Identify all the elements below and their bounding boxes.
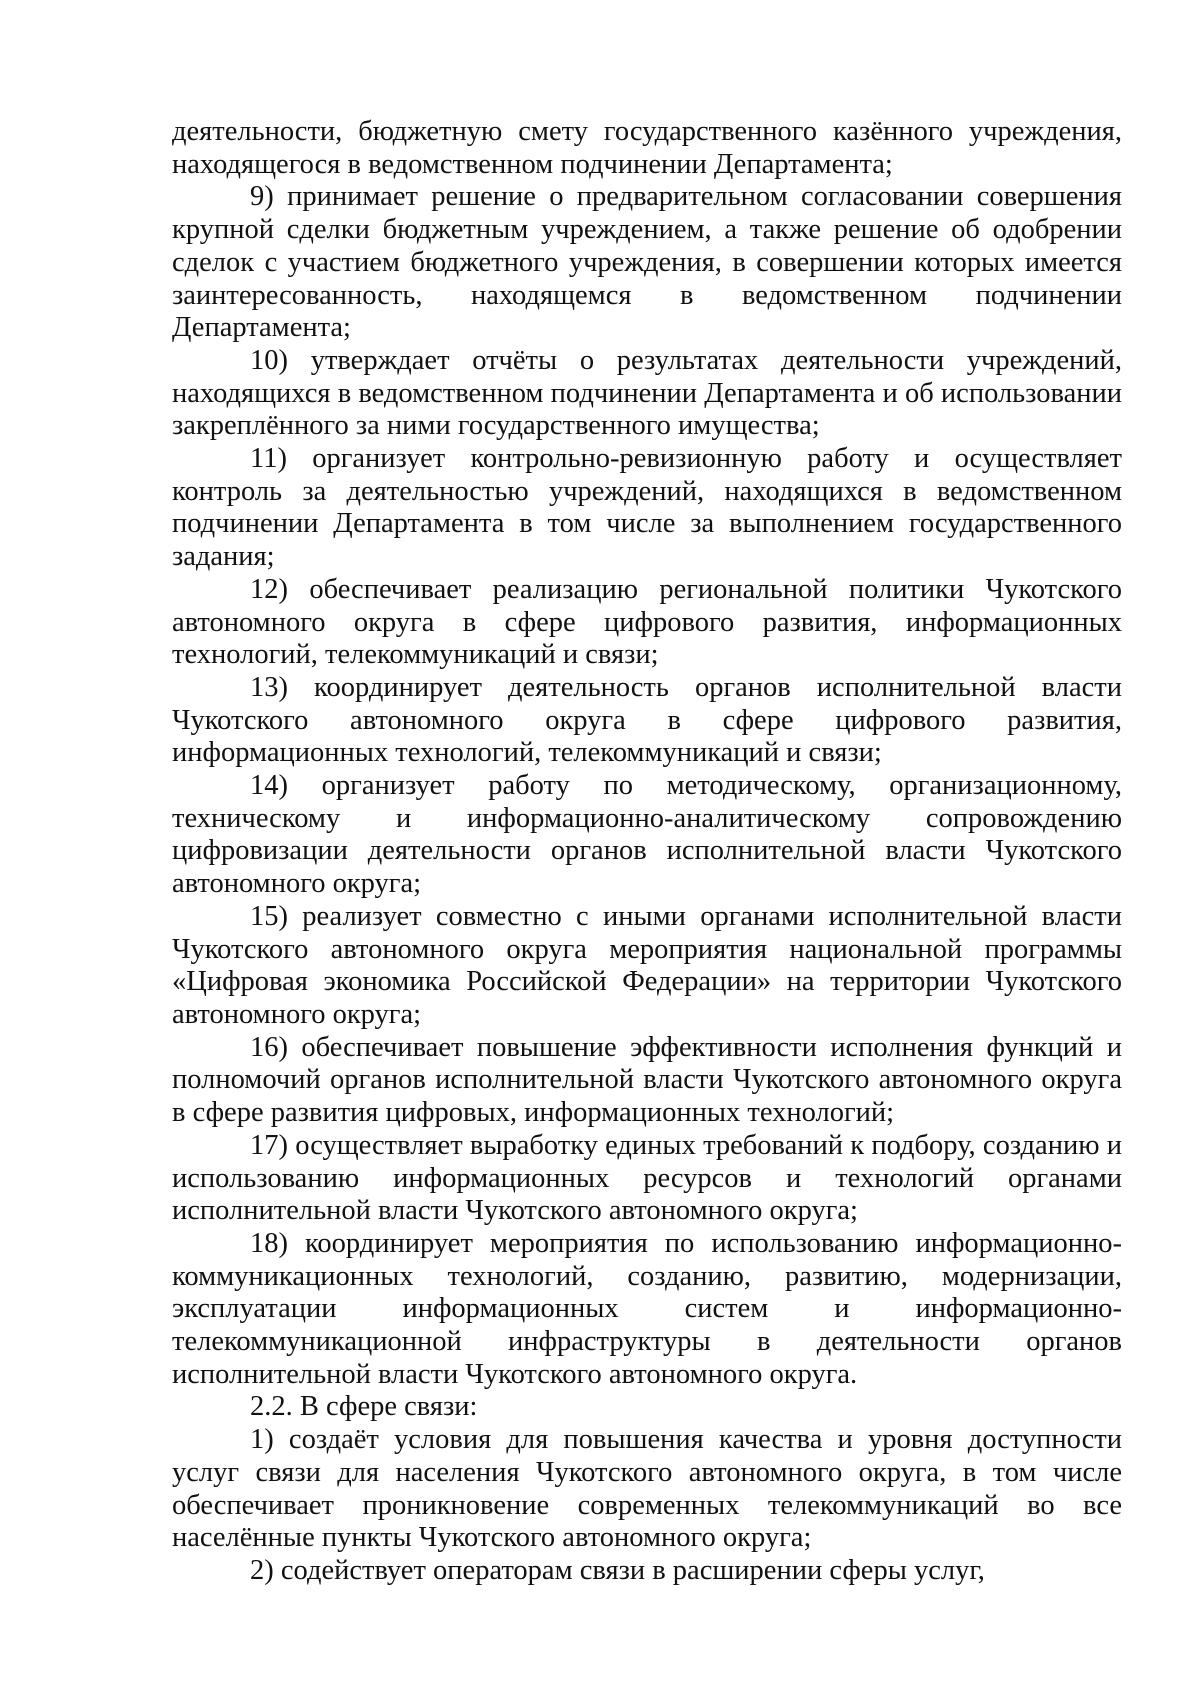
paragraph-item-15: 15) реализует совместно с иными органами исполнительной власти Чукотского автономного округа мероприятия национальной программы «Цифровая экономика Российской Федерации» на территории Чукотского автономного округа;	[172, 900, 1122, 1030]
paragraph-item-13: 13) координирует деятельность органов исполнительной власти Чукотского автономного округа в сфере цифрового развития, информационных технологий, телекоммуникаций и связи;	[172, 671, 1122, 769]
paragraph-item-18: 18) координирует мероприятия по использованию информационно-коммуникационных технологий, созданию, развитию, модернизации, эксплуатации информационных систем и информационно-телекоммуникационной инфраструктуры в деятельности органов исполнительной власти Чукотского автономного округа.	[172, 1227, 1122, 1390]
paragraph-section-2-2-item-2: 2) содействует операторам связи в расширении сферы услуг,	[250, 1554, 985, 1586]
paragraph-item-16: 16) обеспечивает повышение эффективности исполнения функций и полномочий органов исполнительной власти Чукотского автономного округа в сфере развития цифровых, информационных технологий;	[172, 1031, 1122, 1129]
paragraph-item-9: 9) принимает решение о предварительном согласовании совершения крупной сделки бюджетным учреждением, а также решение об одобрении сделок с участием бюджетного учреждения, в совершении которых имеется заинтересованность, находящемся в ведомственном подчинении Департамента;	[172, 181, 1122, 344]
paragraph-item-10: 10) утверждает отчёты о результатах деятельности учреждений, находящихся в ведомственном подчинении Департамента и об использовании закреплённого за ними государственного имущества;	[172, 344, 1122, 442]
paragraph-continuation: деятельности, бюджетную смету государственного казённого учреждения, находящегося в ведомственном подчинении Департамента;	[172, 116, 1122, 180]
paragraph-item-12: 12) обеспечивает реализацию региональной политики Чукотского автономного округа в сфере цифрового развития, информационных технологий, телекоммуникаций и связи;	[172, 573, 1122, 671]
document-page	[172, 116, 1122, 1588]
paragraph-section-2-2-item-1: 1) создаёт условия для повышения качества и уровня доступности услуг связи для населения Чукотского автономного округа, в том числе обеспечивает проникновение современных телекоммуникаций во все населённые пункты Чукотского автономного округа;	[172, 1424, 1122, 1554]
paragraph-item-14: 14) организует работу по методическому, организационному, техническому и информационно-аналитическому сопровождению цифровизации деятельности органов исполнительной власти Чукотского автономного округа;	[172, 770, 1122, 900]
paragraph-item-17: 17) осуществляет выработку единых требований к подбору, созданию и использованию информационных ресурсов и технологий органами исполнительной власти Чукотского автономного округа;	[172, 1129, 1122, 1227]
paragraph-item-11: 11) организует контрольно-ревизионную работу и осуществляет контроль за деятельностью учреждений, находящихся в ведомственном подчинении Департамента в том числе за выполнением государственного задания;	[172, 443, 1122, 573]
section-heading-2-2: 2.2. В сфере связи:	[250, 1391, 478, 1423]
